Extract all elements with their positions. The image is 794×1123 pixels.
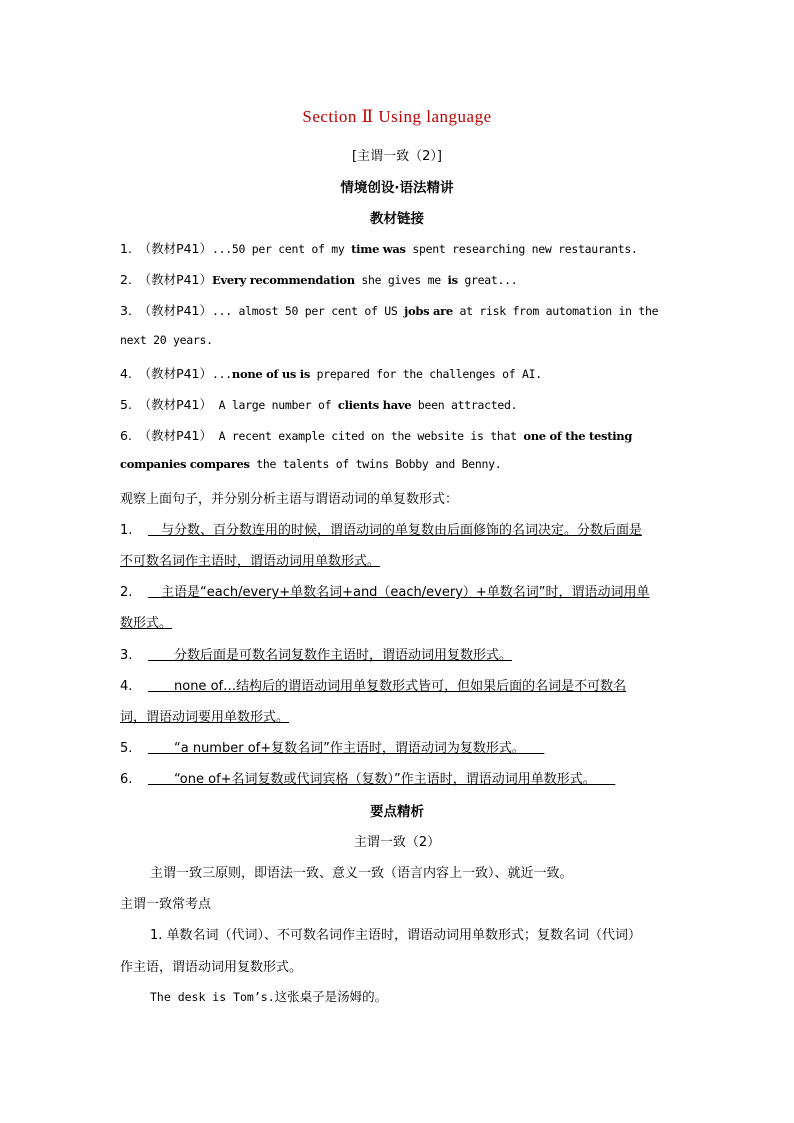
example-line: [120, 364, 676, 382]
example-text: next 20 years.: [120, 333, 213, 347]
answer-line: [120, 737, 676, 756]
example-source: （教材P41）: [138, 397, 213, 412]
principles-text: 主谓一致三原则，即语法一致、意义一致（语言内容上一致）、就近一致。: [150, 866, 573, 881]
answer-line: [120, 768, 676, 787]
page-subtitle: [主谓一致（2）]: [352, 149, 442, 164]
answer-text: 分数后面是可数名词复数作主语时，谓语动词用复数形式。: [148, 648, 513, 663]
answer-number: 2.: [120, 585, 133, 600]
answer-line: [120, 644, 676, 663]
answer-text: 主语是“each/every+单数名词+and（each/every）+单数名词”时，谓语动词用单: [148, 585, 650, 600]
example-line: [120, 457, 676, 471]
answer-text: 数形式。: [120, 616, 173, 631]
example-number: 4.: [120, 366, 132, 381]
example-subject-verb: jobs are: [404, 304, 453, 318]
example-text: been attracted.: [411, 398, 518, 412]
example-line: [120, 301, 676, 319]
example-source: （教材P41）: [138, 366, 213, 381]
example-line: [120, 426, 676, 444]
example-number: 5.: [120, 397, 132, 412]
example-text: the talents of twins Bobby and Benny.: [249, 457, 502, 471]
section-title: 主谓一致（2）: [353, 835, 441, 850]
example-sentence: [150, 987, 676, 1005]
example-line: [120, 333, 676, 347]
example-number: 3.: [120, 303, 132, 318]
answer-text: “a number of+复数名词”作主语时，谓语动词为复数形式。: [148, 741, 545, 756]
example-source: （教材P41）: [138, 272, 213, 287]
example-subject-verb: time was: [351, 242, 406, 256]
example-number: 2.: [120, 272, 132, 287]
answer-number: 4.: [120, 679, 133, 694]
answer-line-continued: [120, 612, 676, 631]
heading-textbook: 教材链接: [370, 211, 424, 227]
rule-1-line-2: 作主语，谓语动词用复数形式。: [120, 960, 303, 975]
answer-text: none of…结构后的谓语动词用单复数形式皆可，但如果后面的名词是不可数名: [148, 679, 627, 694]
example-subject-verb: is: [447, 273, 458, 287]
heading-situation: 情境创设·语法精讲: [340, 180, 454, 196]
example-text: A large number of: [212, 398, 338, 412]
example-text: A recent example cited on the website is that: [212, 429, 524, 443]
example-text: at risk from automation in the: [452, 304, 659, 318]
example-line: [120, 239, 676, 257]
example-line: [120, 270, 676, 288]
example-number: 1.: [120, 241, 132, 256]
example-source: （教材P41）: [138, 241, 213, 256]
answer-line: [120, 581, 676, 600]
example-subject-verb: Every recommendation: [212, 273, 355, 287]
answer-text: “one of+名词复数或代词宾格（复数）”作主语时，谓语动词用单数形式。: [148, 772, 616, 787]
answer-number: 1.: [120, 523, 133, 538]
example-source: （教材P41）: [138, 428, 213, 443]
example-text: great...: [457, 273, 518, 287]
answer-line: [120, 519, 676, 538]
test-points-label: 主谓一致常考点: [120, 897, 212, 912]
heading-key-points: 要点精析: [370, 804, 424, 820]
example-number: 6.: [120, 428, 132, 443]
answer-text: 词，谓语动词要用单数形式。: [120, 710, 290, 725]
example-subject-verb: one of the testing: [523, 429, 633, 443]
example-chinese: 这张桌子是汤姆的。: [274, 989, 388, 1004]
answer-number: 5.: [120, 741, 133, 756]
answer-number: 6.: [120, 772, 133, 787]
rule-1-line-1: 1. 单数名词（代词）、不可数名词作主语时，谓语动词用单数形式；复数名词（代词）: [150, 928, 642, 943]
example-source: （教材P41）: [138, 303, 213, 318]
answer-line-continued: [120, 550, 676, 569]
answer-text: 不可数名词作主语时，谓语动词用单数形式。: [120, 554, 381, 569]
page-title: Section Ⅱ Using language: [302, 107, 492, 126]
answer-line: [120, 675, 676, 694]
example-line: [120, 395, 676, 413]
example-text: ...: [212, 367, 232, 381]
answer-line-continued: [120, 706, 676, 725]
example-text: prepared for the challenges of AI.: [310, 367, 542, 381]
example-text: ...50 per cent of my: [212, 242, 352, 256]
answer-number: 3.: [120, 648, 133, 663]
example-english: The desk is Tom’s.: [150, 990, 275, 1004]
answer-text: 与分数、百分数连用的时候，谓语动词的单复数由后面修饰的名词决定。分数后面是: [148, 523, 643, 538]
example-text: she gives me: [354, 273, 448, 287]
example-subject-verb: clients have: [337, 398, 412, 412]
example-text: spent researching new restaurants.: [405, 242, 638, 256]
observe-instruction: 观察上面句子，并分别分析主语与谓语动词的单复数形式：: [120, 492, 459, 507]
example-subject-verb: companies compares: [120, 457, 250, 471]
example-text: ... almost 50 per cent of US: [212, 304, 405, 318]
example-subject-verb: none of us is: [231, 367, 311, 381]
